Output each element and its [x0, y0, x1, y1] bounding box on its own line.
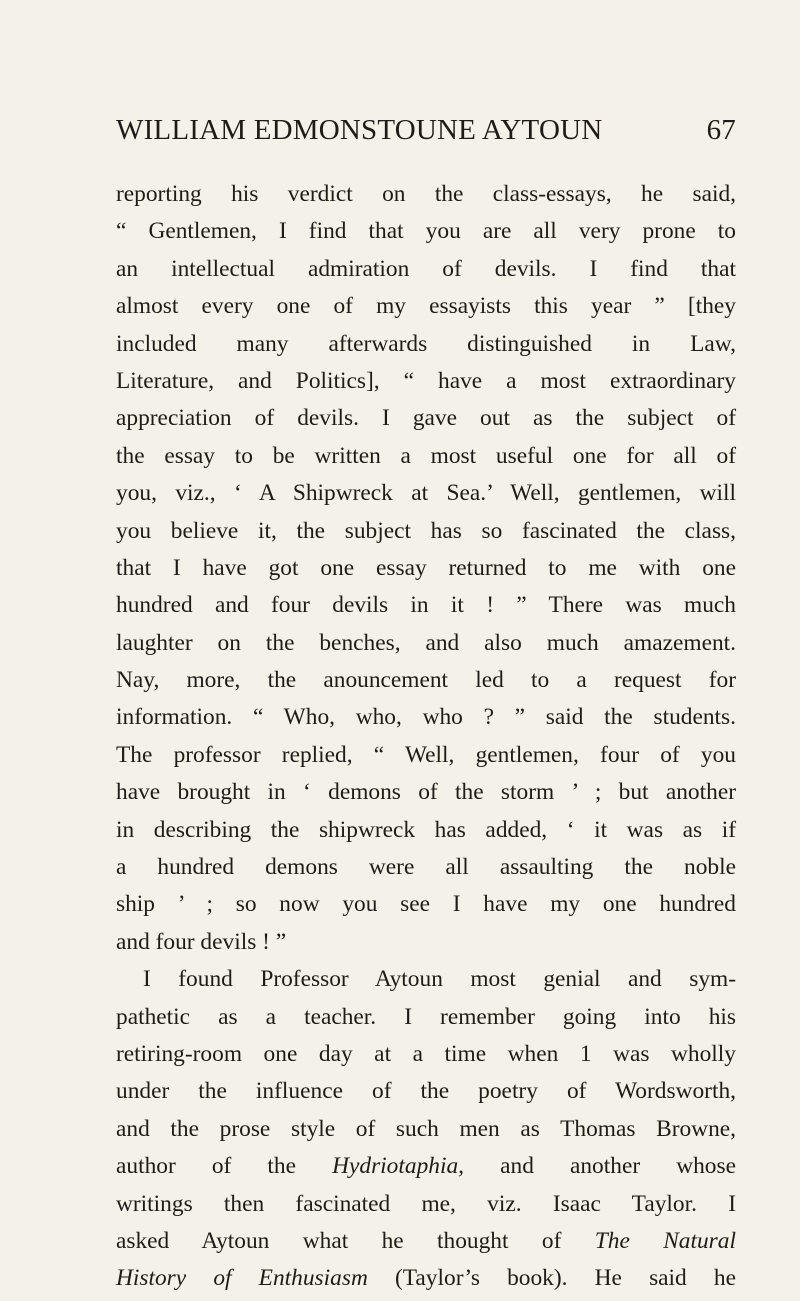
text-line: in describing the shipwreck has added, ‘ it was as if — [116, 816, 736, 843]
text-line: The professor replied, “ Well, gentlemen, four of you — [116, 741, 736, 768]
text-run: and another whose — [464, 1153, 736, 1180]
page-header — [116, 114, 736, 148]
text-line: Literature, and Politics], “ have a most extraordinary — [116, 367, 736, 394]
text-line: reporting his verdict on the class-essays, he said, — [116, 181, 736, 207]
text-line: information. “ Who, who, who ? ” said the students. — [116, 704, 736, 731]
text-line — [116, 1260, 736, 1297]
text-line: that I have got one essay returned to me with one — [116, 554, 736, 581]
text-run — [232, 1265, 259, 1291]
italic-title-enthusiasm: Enthusiasm — [258, 1265, 368, 1292]
text-line: laughter on the benches, and also much amazement. — [116, 629, 736, 656]
text-line: almost every one of my essayists this year ” [they — [116, 293, 736, 320]
text-line: writings then fascinated me, viz. Isaac Taylor. I — [116, 1190, 736, 1217]
text-line: hundred and four devils in it ! ” There was much — [116, 592, 736, 619]
text-line — [116, 1223, 736, 1260]
running-head: WILLIAM EDMONSTOUNE AYTOUN — [116, 114, 603, 146]
text-run: asked Aytoun what he thought of — [116, 1227, 595, 1254]
italic-title-of: of — [213, 1265, 232, 1292]
text-run: author of the — [116, 1153, 333, 1180]
text-line — [116, 1148, 736, 1185]
text-line: a hundred demons were all assaulting the noble — [116, 854, 736, 881]
paragraph-end-line: and four devils ! ” — [116, 928, 287, 955]
text-line: “ Gentlemen, I find that you are all very prone to — [116, 218, 736, 245]
italic-title-hydriotaphia: Hydriotaphia, — [332, 1153, 465, 1180]
text-run — [186, 1265, 213, 1291]
text-line: included many afterwards distinguished in Law, — [116, 330, 736, 357]
page-number: 67 — [706, 114, 736, 146]
text-line: ship ’ ; so now you see I have my one hundred — [116, 891, 736, 918]
text-line: an intellectual admiration of devils. I find that — [116, 255, 736, 282]
text-line: and the prose style of such men as Thomas Browne, — [116, 1115, 736, 1142]
text-line: you, viz., ‘ A Shipwreck at Sea.’ Well, gentlemen, will — [116, 480, 736, 507]
text-line: pathetic as a teacher. I remember going into his — [116, 1003, 736, 1030]
text-line: appreciation of devils. I gave out as the subject of — [116, 405, 736, 432]
body-text — [116, 176, 736, 1298]
text-line: retiring-room one day at a time when 1 was wholly — [116, 1040, 736, 1067]
text-line: under the influence of the poetry of Wordsworth, — [116, 1078, 736, 1105]
text-line: the essay to be written a most useful one for all of — [116, 442, 736, 469]
italic-title-natural: The Natural — [594, 1227, 736, 1254]
italic-title-history: History — [116, 1265, 187, 1292]
text-line: Nay, more, the anouncement led to a request for — [116, 667, 736, 694]
text-line: have brought in ‘ demons of the storm ’ ; but another — [116, 779, 736, 806]
paragraph-start-line: I found Professor Aytoun most genial and sym- — [143, 966, 736, 993]
text-line: you believe it, the subject has so fascinated the class, — [116, 517, 736, 544]
text-run: (Taylor’s book). He said he — [367, 1265, 736, 1292]
